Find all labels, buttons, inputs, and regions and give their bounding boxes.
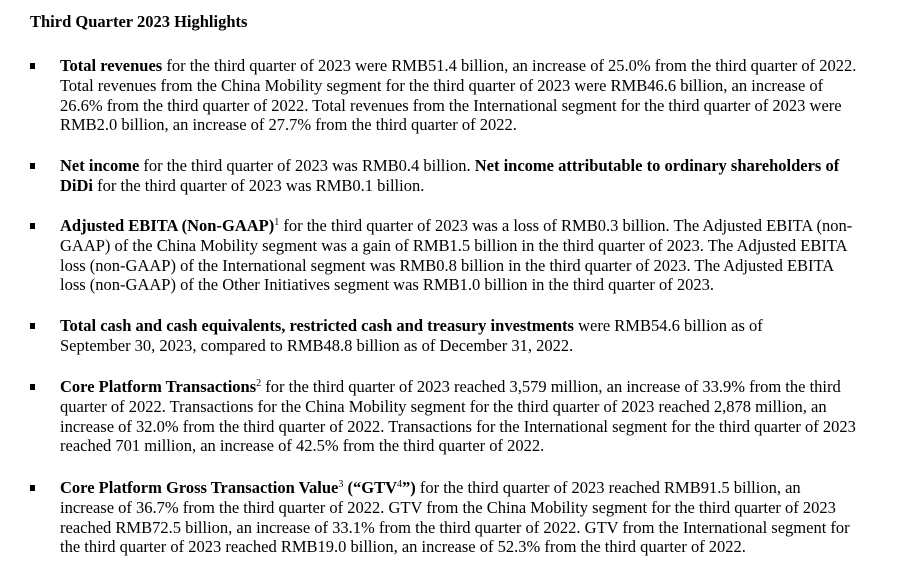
text-line <box>60 216 852 236</box>
highlight-label: Core Platform Transactions <box>60 377 257 396</box>
line-text: for the third quarter of 2023 was a loss of RMB0.3 billion. The Adjusted EBITA (non- <box>279 216 853 235</box>
bullet-icon <box>30 485 35 491</box>
text-line: loss (non-GAAP) of the International segment was RMB0.8 billion in the third quarter of 2023. The Adjusted EBITA <box>60 255 835 275</box>
bullet-icon <box>30 63 35 69</box>
footnote-marker: 4 <box>396 479 402 490</box>
line-text: for the third quarter of 2023 reached 3,579 million, an increase of 33.9% from the third <box>261 377 841 396</box>
highlight-label-abbrev: (“GTV <box>343 478 397 497</box>
highlight-label: Net income <box>60 156 140 175</box>
text-line: quarter of 2022. Transactions for the China Mobility segment for the third quarter of 2023 reached 2,878 million, an <box>60 396 827 416</box>
highlight-label: Core Platform Gross Transaction Value <box>60 478 339 497</box>
highlight-label: DiDi <box>60 175 93 195</box>
footnote-marker: 2 <box>256 378 262 389</box>
line-text: for the third quarter of 2023 reached RMB91.5 billion, an <box>415 478 801 497</box>
line-text: for the third quarter of 2023 was RMB0.1 billion. <box>93 175 425 195</box>
text-line: reached 701 million, an increase of 42.5% from the third quarter of 2022. <box>60 436 545 456</box>
text-line: loss (non-GAAP) of the Other Initiatives segment was RMB1.0 billion in the third quarter of 2023. <box>60 275 714 295</box>
bullet-icon <box>30 323 35 329</box>
text-line: RMB2.0 billion, an increase of 27.7% from the third quarter of 2022. <box>60 115 517 135</box>
highlight-text <box>60 478 850 557</box>
bullet-icon <box>30 163 35 169</box>
text-line: increase of 36.7% from the third quarter of 2022. GTV from the China Mobility segment for the third quarter of 2023 <box>60 497 836 517</box>
text-line <box>60 156 839 176</box>
highlight-label-secondary: Net income attributable to ordinary shareholders of <box>474 156 840 175</box>
text-line: GAAP) of the China Mobility segment was a gain of RMB1.5 billion in the third quarter of 2023. The Adjusted EBITA <box>60 235 848 255</box>
bullet-icon <box>30 223 35 229</box>
text-line: increase of 32.0% from the third quarter of 2022. Transactions for the International segment for the third quarter of 2023 <box>60 416 856 436</box>
line-text: were RMB54.6 billion as of <box>573 316 763 335</box>
line-text: for the third quarter of 2023 was RMB0.4 billion. <box>139 156 475 175</box>
text-line: the third quarter of 2023 reached RMB19.0 billion, an increase of 52.3% from the third quarter of 2022. <box>60 537 746 557</box>
text-line: September 30, 2023, compared to RMB48.8 billion as of December 31, 2022. <box>60 335 574 355</box>
highlight-label: Total revenues <box>60 56 163 75</box>
line-text: for the third quarter of 2023 were RMB51.4 billion, an increase of 25.0% from the third quarter of 2022. <box>162 56 857 75</box>
text-line: Total revenues from the China Mobility segment for the third quarter of 2023 were RMB46.6 billion, an increase of <box>60 75 824 95</box>
highlight-label-close: ”) <box>401 478 416 497</box>
highlight-text <box>60 156 839 196</box>
section-title: Third Quarter 2023 Highlights <box>30 12 248 31</box>
footnote-marker: 3 <box>338 479 344 490</box>
highlight-text <box>60 377 856 456</box>
highlight-label: Total cash and cash equivalents, restricted cash and treasury investments <box>60 316 574 335</box>
text-line <box>60 56 856 76</box>
highlight-text <box>60 316 763 356</box>
text-line: 26.6% from the third quarter of 2022. Total revenues from the International segment for the third quarter of 2023 were <box>60 95 842 115</box>
text-line <box>60 176 839 196</box>
text-line <box>60 316 763 336</box>
highlight-text <box>60 56 856 135</box>
bullet-icon <box>30 384 35 390</box>
highlight-label: Adjusted EBITA (Non-GAAP) <box>60 216 275 235</box>
text-line <box>60 478 850 498</box>
highlight-text <box>60 216 852 295</box>
footnote-marker: 1 <box>274 217 280 228</box>
text-line <box>60 377 856 397</box>
text-line: reached RMB72.5 billion, an increase of 33.1% from the third quarter of 2022. GTV from the International segment for <box>60 517 850 537</box>
